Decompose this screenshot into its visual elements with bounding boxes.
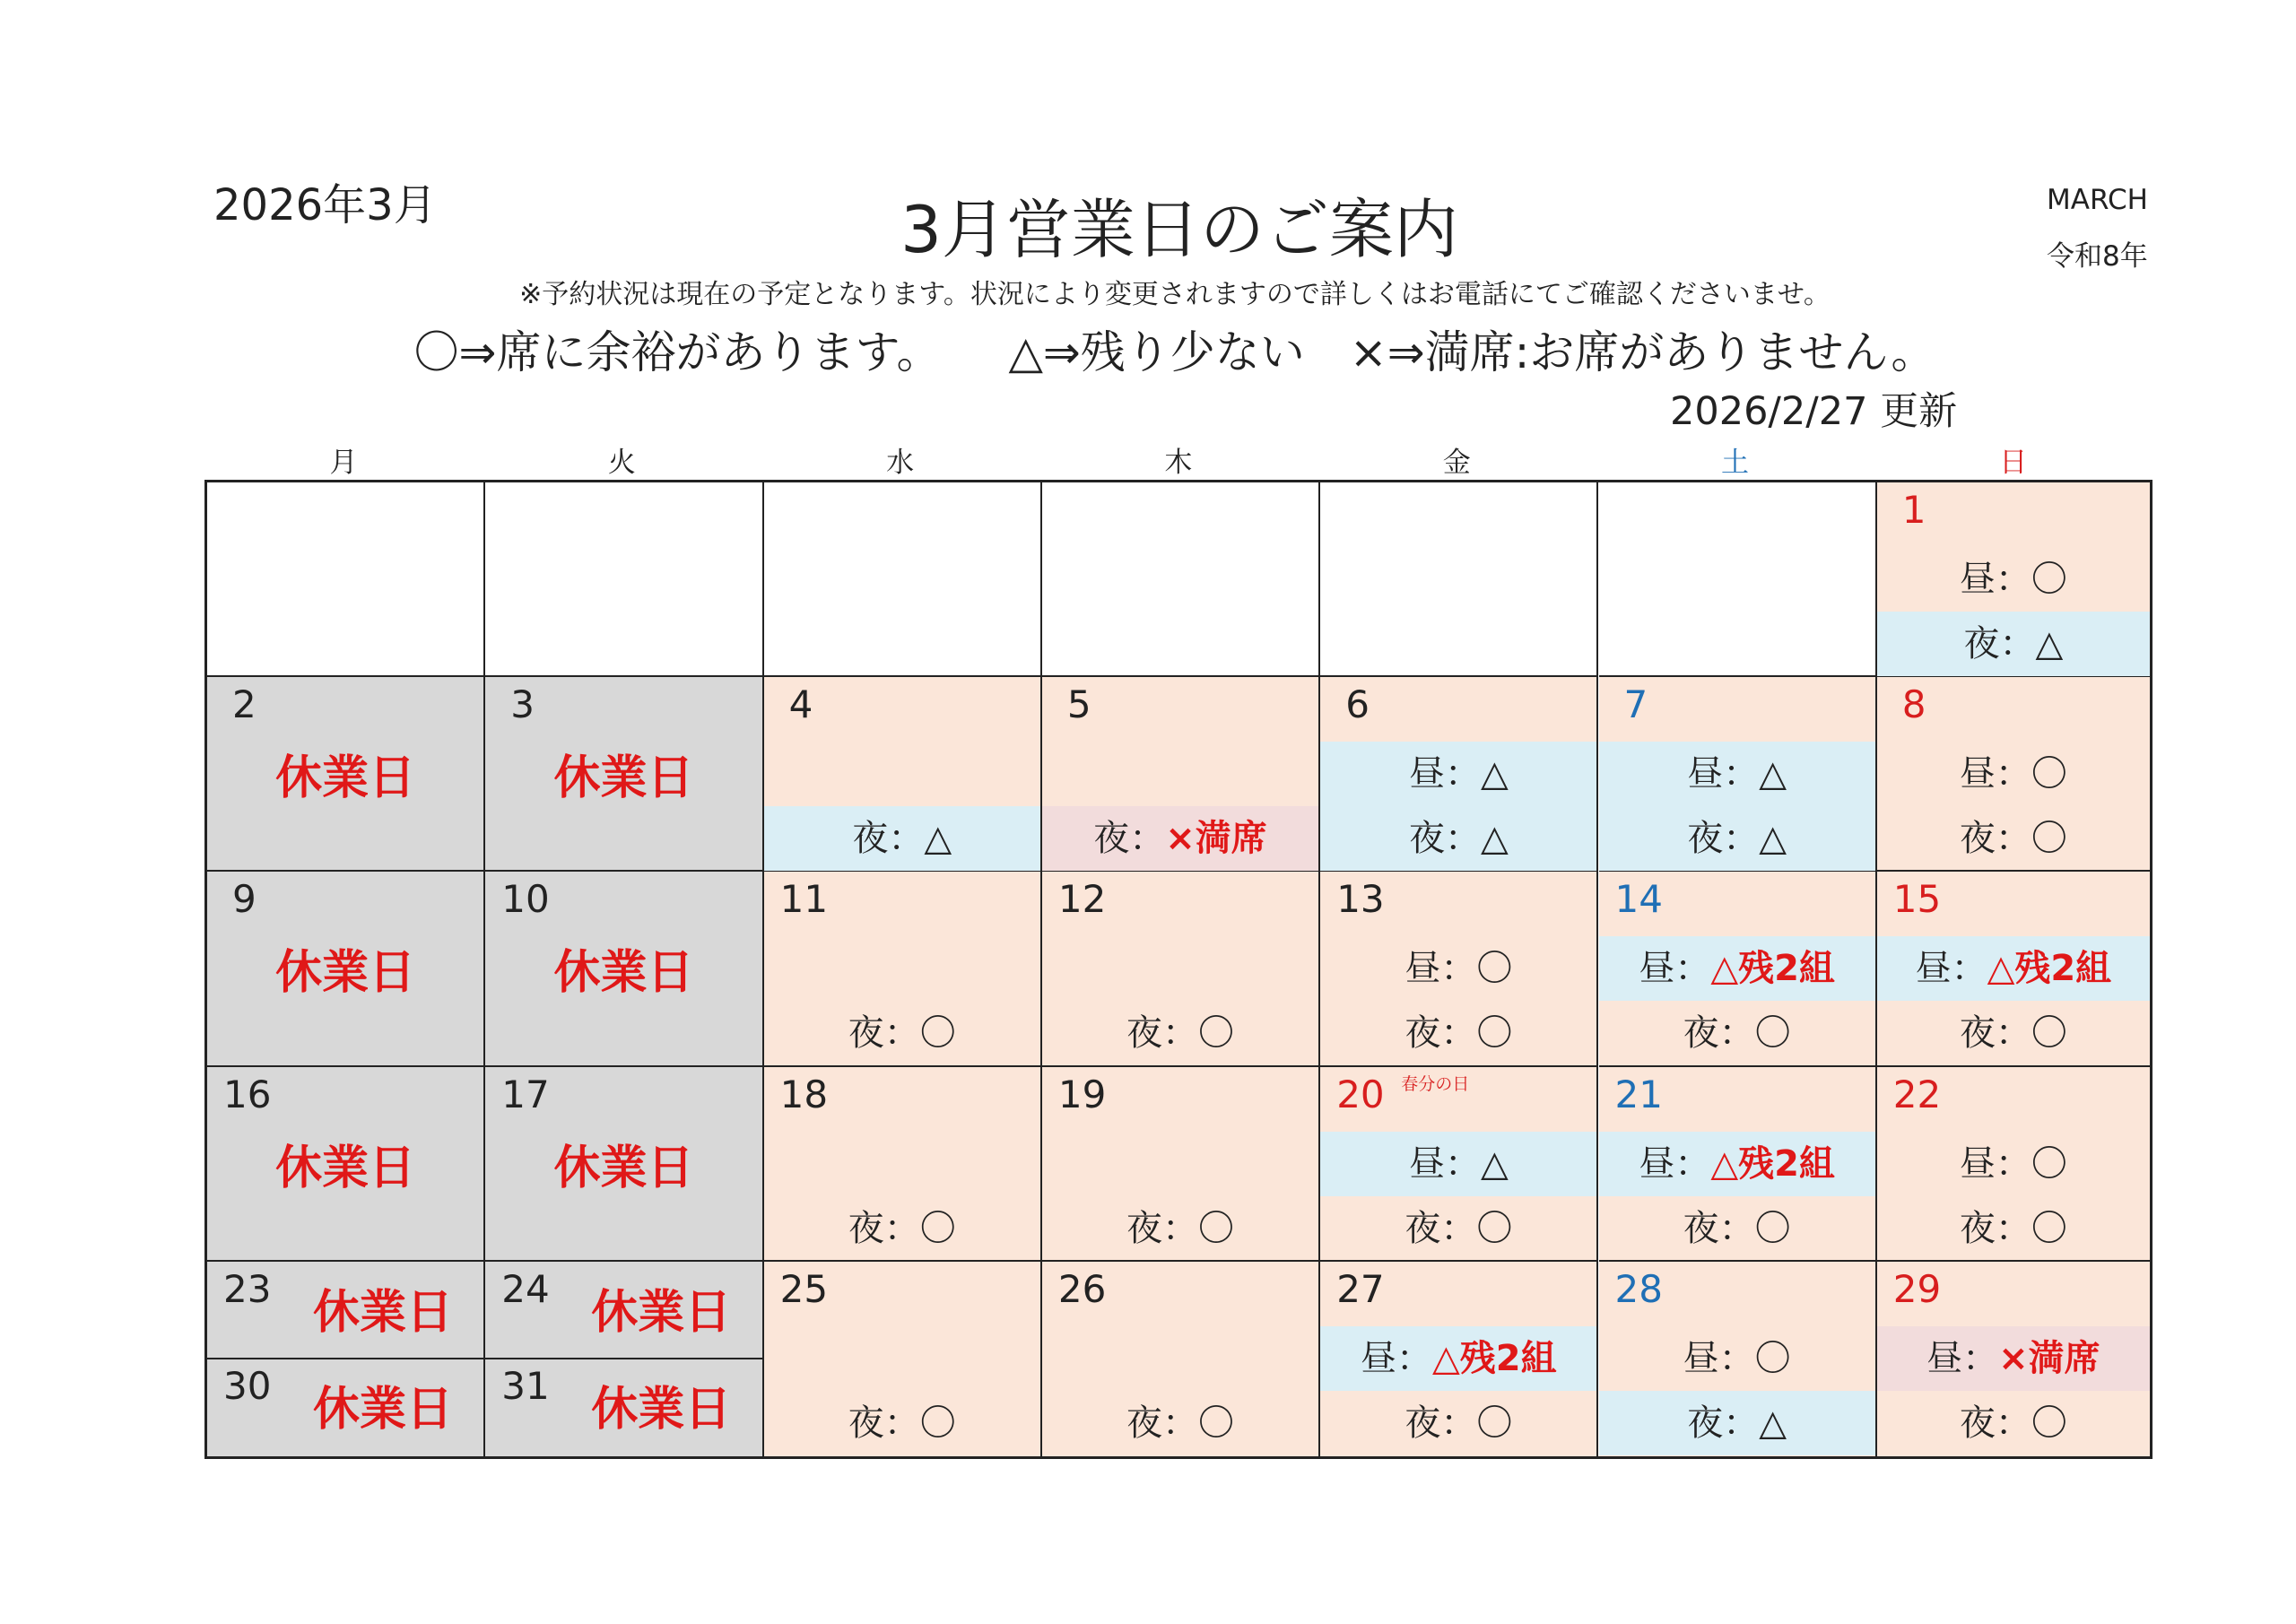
day-cell [1877,482,2150,677]
day-cell [1599,1262,1877,1456]
day-cell [764,1262,1042,1456]
day-number: 5 [1066,682,1091,727]
slot-value: 〇 [2031,1012,2067,1055]
day-number: 21 [1614,1072,1663,1116]
day-number: 28 [1614,1266,1663,1311]
dinner-status [1877,806,2150,871]
closed-label: 休業日 [275,751,416,806]
lunch-status [1599,1132,1875,1196]
empty-day-cell [485,482,763,677]
symbol-legend: 〇⇒席に余裕があります。 △⇒残り少ない ×⇒満席:お席がありません。 [413,326,1936,378]
weekday-label: 金 [1442,447,1471,479]
dinner-status [1877,1391,2150,1455]
day-cell [1320,1067,1598,1262]
slot-value: 〇 [1754,1207,1791,1249]
day-number: 23 [223,1266,272,1311]
slot-value: △ [1759,753,1787,795]
dinner-status [1042,1001,1318,1065]
slot-value: △ [1480,818,1509,860]
lunch-status [1599,936,1875,1001]
slot-label: 昼： [1959,559,2031,600]
slot-label: 昼： [1639,1142,1711,1185]
dinner-status [1320,1196,1596,1261]
day-cell [764,677,1042,872]
day-cell [1042,872,1320,1066]
slot-value: △ [924,818,952,860]
weekday-label: 木 [1164,447,1193,479]
slot-label: 夜： [1959,1402,2031,1444]
dinner-status [764,806,1040,871]
slot-value: 〇 [1754,1337,1791,1379]
closed-label: 休業日 [275,1141,416,1195]
slot-label: 昼： [1959,753,2031,795]
slot-value: 〇 [2031,1207,2067,1249]
day-cell [207,872,485,1066]
day-cell [207,677,485,872]
slot-value: 〇 [1198,1402,1235,1444]
slot-value: 〇 [1476,948,1513,990]
dinner-status [1042,1391,1318,1455]
day-cell [764,872,1042,1066]
slot-label: 夜： [1126,1012,1199,1055]
slot-label: 夜： [1959,1012,2031,1055]
day-number: 19 [1057,1072,1107,1116]
lunch-status [1877,1326,2150,1391]
day-cell [764,1067,1042,1262]
slot-value: △残2組 [1710,1142,1835,1185]
dinner-status [764,1391,1040,1455]
slot-label: 昼： [1639,948,1711,990]
day-cell [207,1067,485,1262]
calendar-grid [204,480,2152,1459]
empty-day-cell [1599,482,1877,677]
slot-label: 昼： [1361,1337,1433,1379]
day-cell [485,1262,763,1456]
slot-label: 夜： [1126,1402,1199,1444]
day-number: 7 [1623,682,1648,727]
slot-label: 夜： [1959,818,2031,860]
closed-label: 休業日 [313,1383,454,1437]
closed-label: 休業日 [553,751,694,806]
slot-label: 夜： [1687,818,1760,860]
dinner-status [1599,1001,1875,1065]
day-cell [1042,1067,1320,1262]
dinner-status [764,1001,1040,1065]
day-number: 18 [779,1072,829,1116]
slot-label: 昼： [1405,948,1477,990]
era-year-label: 令和8年 [2047,240,2148,273]
dinner-status [1599,1196,1875,1261]
weekday-label: 火 [607,447,636,479]
slot-value: △ [2035,623,2064,664]
day-cell [1599,872,1877,1066]
day-cell [1877,677,2150,872]
day-number: 16 [223,1072,272,1116]
day-number: 3 [510,682,535,727]
day-number: 25 [779,1266,829,1311]
lunch-status [1877,936,2150,1001]
slot-label: 夜： [1683,1207,1755,1249]
lunch-status [1320,1132,1596,1196]
lunch-status [1877,742,2150,806]
lunch-status [1320,1326,1596,1391]
day-cell [1320,677,1598,872]
slot-label: 夜： [852,818,925,860]
month-english-label: MARCH [2047,184,2148,216]
dinner-status [1320,806,1596,871]
slot-label: 夜： [848,1207,920,1249]
day-number: 31 [501,1364,550,1409]
dinner-status [1877,1001,2150,1065]
slot-value: 〇 [2031,753,2067,795]
slot-value: 〇 [1476,1012,1513,1055]
weekday-label: 水 [886,447,915,479]
dinner-status [1877,612,2150,676]
day-number: 12 [1057,877,1107,922]
cell-divider [485,1358,761,1359]
closed-label: 休業日 [553,946,694,1001]
day-number: 20 [1336,1072,1385,1116]
day-cell [207,1262,485,1456]
slot-value: 〇 [2031,818,2067,860]
day-cell [1320,1262,1598,1456]
lunch-status [1877,1132,2150,1196]
day-number: 24 [501,1266,550,1311]
dinner-status [1042,1196,1318,1261]
slot-label: 夜： [1405,1402,1477,1444]
slot-value: △ [1759,818,1787,860]
day-cell [1877,872,2150,1066]
day-cell [1042,1262,1320,1456]
slot-label: 夜： [1959,1207,2031,1249]
weekday-label: 月 [329,447,358,479]
slot-label: 昼： [1683,1337,1755,1379]
day-number: 11 [779,877,829,922]
slot-label: 昼： [1959,1142,2031,1185]
slot-label: 昼： [1926,1337,1999,1379]
day-number: 6 [1345,682,1370,727]
day-cell [1320,872,1598,1066]
day-number: 29 [1892,1266,1942,1311]
dinner-status [1320,1391,1596,1455]
slot-value: ×満席 [1998,1337,2100,1379]
slot-value: ×満席 [1165,818,1267,860]
slot-value: 〇 [1198,1012,1235,1055]
slot-label: 夜： [1126,1207,1199,1249]
day-number: 27 [1336,1266,1385,1311]
updated-date: 2026/2/27 更新 [1670,389,1958,434]
slot-label: 昼： [1687,753,1760,795]
day-cell [1877,1262,2150,1456]
closed-label: 休業日 [553,1141,694,1195]
dinner-status [1599,1391,1875,1455]
day-number: 1 [1901,488,1926,532]
closed-label: 休業日 [275,946,416,1001]
slot-value: △残2組 [1987,948,2112,990]
empty-day-cell [764,482,1042,677]
day-cell [1599,1067,1877,1262]
day-number: 14 [1614,877,1663,922]
slot-value: 〇 [1198,1207,1235,1249]
slot-value: 〇 [1476,1207,1513,1249]
dinner-status [1599,806,1875,871]
slot-label: 夜： [1093,818,1166,860]
year-month-label: 2026年3月 [213,180,437,230]
day-cell [1042,677,1320,872]
slot-value: △残2組 [1432,1337,1557,1379]
day-number: 2 [232,682,257,727]
holiday-name: 春分の日 [1401,1073,1470,1094]
day-number: 26 [1057,1266,1107,1311]
cell-divider [207,1358,483,1359]
lunch-status [1599,742,1875,806]
slot-value: 〇 [919,1012,956,1055]
day-cell [485,677,763,872]
slot-value: 〇 [2031,559,2067,600]
slot-label: 昼： [1408,753,1481,795]
day-number: 22 [1892,1072,1942,1116]
slot-value: △ [1759,1402,1787,1444]
slot-label: 夜： [1405,1207,1477,1249]
slot-label: 昼： [1915,948,1987,990]
lunch-status [1877,547,2150,612]
day-number: 17 [501,1072,550,1116]
slot-label: 夜： [848,1012,920,1055]
lunch-status [1320,936,1596,1001]
slot-value: 〇 [2031,1142,2067,1185]
slot-value: 〇 [1476,1402,1513,1444]
day-cell [1599,677,1877,872]
slot-value: 〇 [2031,1402,2067,1444]
dinner-status [1320,1001,1596,1065]
page-title: 3月営業日のご案内 [900,192,1458,267]
closed-label: 休業日 [591,1285,732,1340]
day-number: 13 [1336,877,1385,922]
day-number: 9 [232,877,257,922]
weekday-label: 土 [1721,447,1749,479]
slot-label: 夜： [1405,1012,1477,1055]
day-number: 4 [788,682,813,727]
day-number: 30 [223,1364,272,1409]
slot-value: 〇 [919,1207,956,1249]
empty-day-cell [207,482,485,677]
slot-value: △残2組 [1710,948,1835,990]
slot-value: 〇 [1754,1012,1791,1055]
dinner-status [1877,1196,2150,1261]
day-cell [485,872,763,1066]
closed-label: 休業日 [313,1285,454,1340]
closed-label: 休業日 [591,1383,732,1437]
weekday-label: 日 [1999,447,2028,479]
dinner-status [764,1196,1040,1261]
day-cell [1877,1067,2150,1262]
weekday-header-row [204,439,2152,479]
slot-label: 夜： [1687,1402,1760,1444]
day-number: 15 [1892,877,1942,922]
slot-value: △ [1480,753,1509,795]
lunch-status [1599,1326,1875,1391]
reservation-note: ※予約状況は現在の予定となります。状況により変更されますので詳しくはお電話にてご確認くださいませ。 [519,279,1831,310]
lunch-status [1320,742,1596,806]
slot-label: 夜： [1683,1012,1755,1055]
day-number: 10 [501,877,550,922]
day-cell [485,1067,763,1262]
empty-day-cell [1320,482,1598,677]
empty-day-cell [1042,482,1320,677]
slot-label: 夜： [1408,818,1481,860]
slot-value: △ [1480,1142,1509,1185]
slot-label: 昼： [1408,1142,1481,1185]
slot-label: 夜： [1963,623,2036,664]
dinner-status [1042,806,1318,871]
slot-value: 〇 [919,1402,956,1444]
day-number: 8 [1901,682,1926,727]
slot-label: 夜： [848,1402,920,1444]
